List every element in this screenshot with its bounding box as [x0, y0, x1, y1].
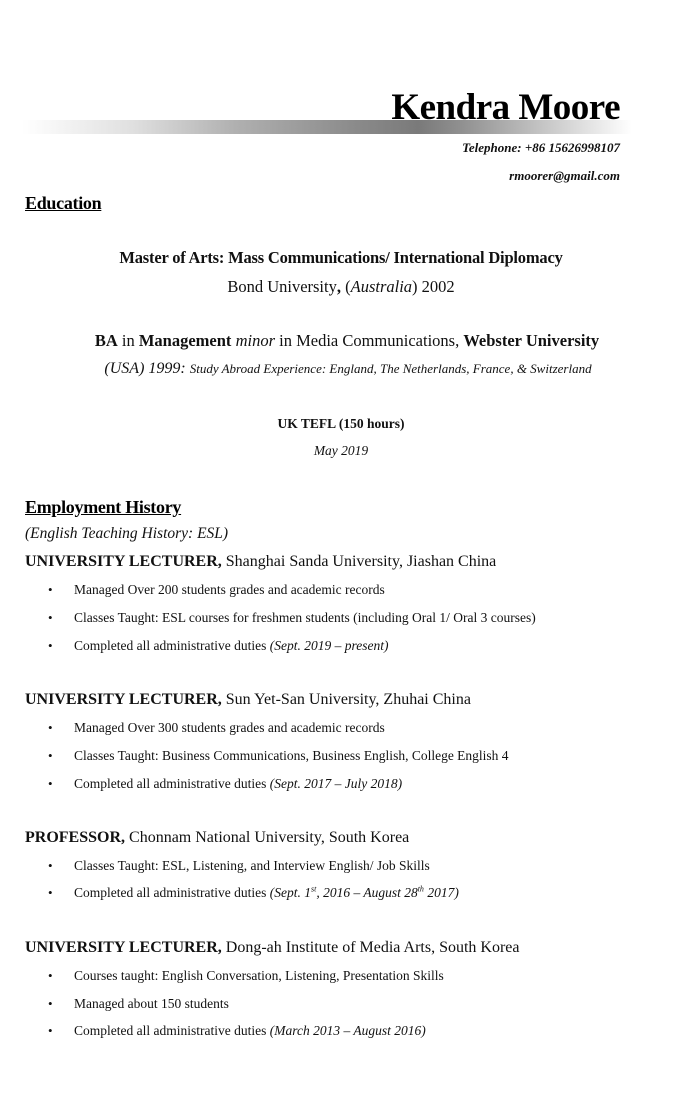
list-item: [48, 885, 459, 901]
bullet-text: Classes Taught: ESL courses for freshmen students (including Oral 1/ Oral 3 courses): [74, 610, 536, 625]
list-item: [48, 610, 536, 626]
bullet-icon: •: [48, 720, 53, 735]
job-title-line: [25, 829, 409, 847]
masters-country: Australia: [350, 277, 413, 296]
bullet-text: Classes Taught: ESL, Listening, and Interview English/ Job Skills: [74, 858, 430, 873]
bullet-icon: •: [48, 776, 53, 791]
bullet-icon: •: [48, 1023, 53, 1038]
bullet-text: Managed about 150 students: [74, 996, 229, 1011]
masters-school-line: Bond University, (Australia) 2002: [227, 277, 455, 296]
list-item: [48, 1023, 426, 1039]
job-title: PROFESSOR,: [25, 829, 126, 846]
date-part: , 2016 – August 28: [316, 885, 418, 900]
job-place: Dong-ah Institute of Media Arts, South Korea: [225, 939, 520, 956]
masters-degree-title: Master of Arts: Mass Communications/ International Diplomacy: [119, 248, 563, 267]
date-part: (Sept. 1: [269, 885, 311, 900]
bullet-text: Completed all administrative duties: [74, 776, 267, 791]
bullet-icon: •: [48, 885, 53, 900]
employment-heading: Employment History: [25, 497, 182, 517]
list-item: [48, 858, 430, 874]
bullet-text: Classes Taught: Business Communications, Business English, College English 4: [74, 748, 509, 763]
ba-major: Management: [138, 331, 232, 350]
job-title: UNIVERSITY LECTURER,: [25, 553, 222, 570]
ba-details-line: [0, 360, 682, 378]
job-title-line: [25, 939, 520, 957]
job-dates: (Sept. 2019 – present): [269, 638, 389, 653]
tefl-title: UK TEFL (150 hours): [277, 416, 405, 431]
bullet-icon: •: [48, 968, 53, 983]
masters-school: Bond University: [227, 277, 337, 296]
ba-school: Webster University: [463, 331, 600, 350]
ba-in: in: [121, 331, 135, 350]
bullet-icon: •: [48, 638, 53, 653]
bullet-icon: •: [48, 858, 53, 873]
date-suffix: th: [417, 884, 424, 894]
job-title-line: [25, 553, 496, 571]
bullet-icon: •: [48, 582, 53, 597]
ba-study-abroad: Study Abroad Experience: England, The Netherlands, France, & Switzerland: [189, 361, 592, 376]
job-place: Shanghai Sanda University, Jiashan China: [225, 553, 497, 570]
list-item: [48, 582, 385, 598]
job-title: UNIVERSITY LECTURER,: [25, 939, 222, 956]
tefl-date: May 2019: [313, 443, 369, 458]
list-item: [48, 968, 444, 984]
candidate-name: Kendra Moore: [391, 87, 620, 128]
education-heading: Education: [25, 193, 102, 213]
masters-comma: ,: [336, 277, 341, 296]
bullet-text: Completed all administrative duties: [74, 1023, 267, 1038]
date-part: 2017): [423, 885, 459, 900]
bullet-icon: •: [48, 996, 53, 1011]
ba-country-year: (USA) 1999:: [104, 360, 186, 377]
masters-year: 2002: [421, 277, 455, 296]
bullet-text: Completed all administrative duties: [74, 638, 267, 653]
email: rmoorer@gmail.com: [509, 168, 620, 183]
job-place: Chonnam National University, South Korea: [129, 829, 410, 846]
telephone: Telephone: +86 15626998107: [462, 140, 620, 155]
bullet-icon: •: [48, 748, 53, 763]
list-item: [48, 638, 388, 654]
bullet-text: Managed Over 300 students grades and academic records: [74, 720, 385, 735]
date-suffix: st: [310, 884, 317, 894]
bullet-text: Completed all administrative duties: [74, 885, 267, 900]
job-title: UNIVERSITY LECTURER,: [25, 691, 222, 708]
ba-degree: BA: [94, 331, 118, 350]
bullet-text: Courses taught: English Conversation, Listening, Presentation Skills: [74, 968, 444, 983]
job-dates: (March 2013 – August 2016): [269, 1023, 426, 1038]
job-dates: [270, 885, 459, 900]
bullet-text: Managed Over 200 students grades and academic records: [74, 582, 385, 597]
list-item: [48, 776, 402, 792]
ba-degree-line: [0, 331, 682, 351]
job-dates: (Sept. 2017 – July 2018): [269, 776, 403, 791]
bullet-icon: •: [48, 610, 53, 625]
employment-note: (English Teaching History: ESL): [25, 525, 229, 542]
list-item: [48, 996, 229, 1012]
list-item: [48, 720, 385, 736]
ba-minor: in Media Communications,: [279, 331, 460, 350]
job-place: Sun Yet-San University, Zhuhai China: [225, 691, 471, 708]
ba-minor-label: minor: [235, 331, 275, 350]
job-title-line: [25, 691, 471, 709]
list-item: [48, 748, 509, 764]
